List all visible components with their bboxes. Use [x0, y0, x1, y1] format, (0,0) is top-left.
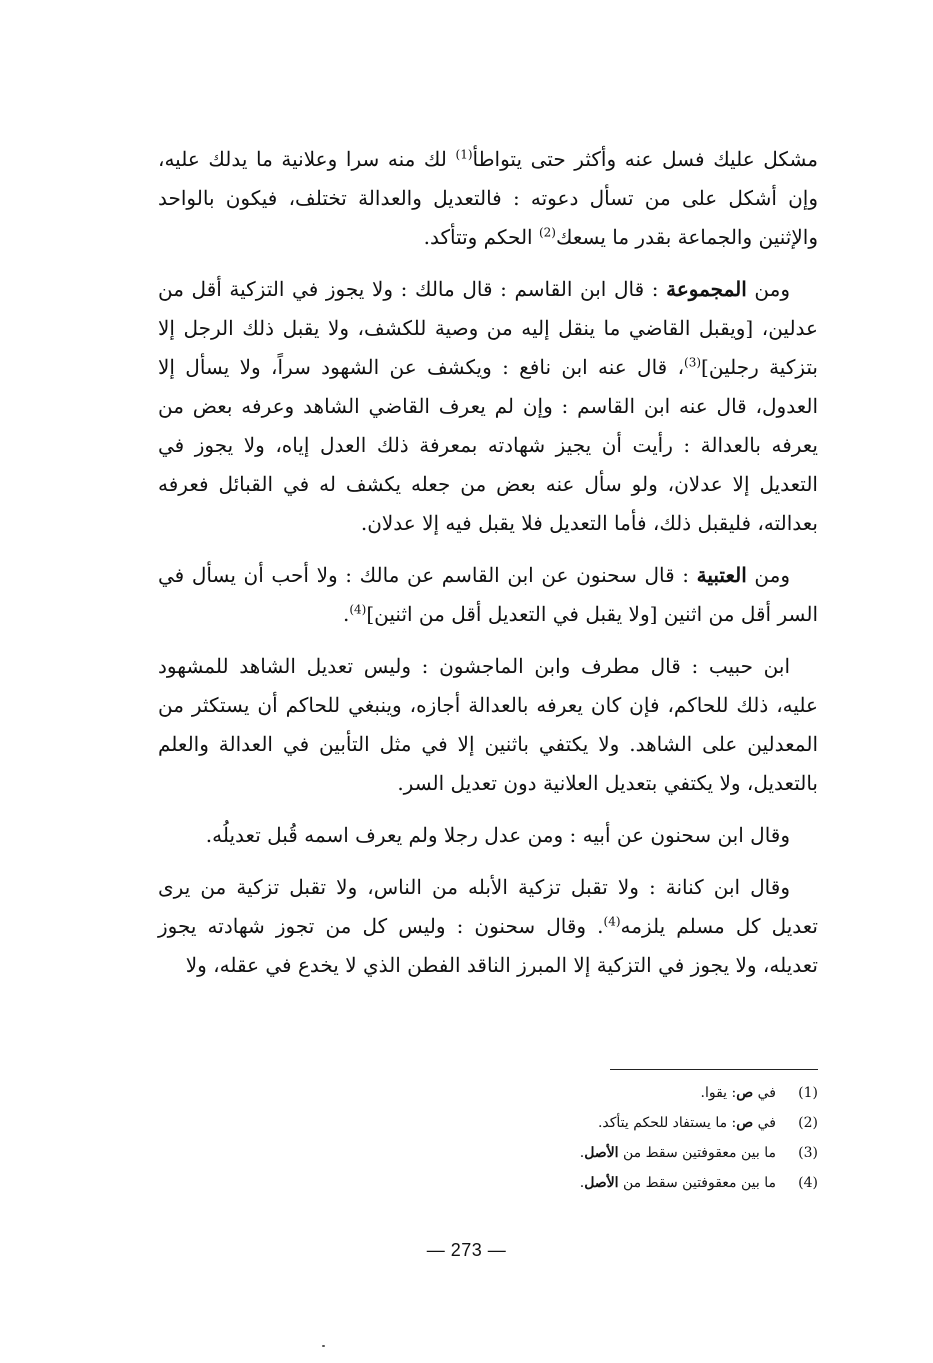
- footnote-reference: (2): [538, 225, 556, 240]
- paragraph: [158, 140, 818, 257]
- footnote-text: [701, 1085, 776, 1101]
- footnote-number: (1): [798, 1085, 818, 1101]
- footnote-number: (3): [798, 1145, 818, 1161]
- text-run: ومن: [746, 277, 791, 301]
- footnote: [420, 1138, 818, 1168]
- text-run: : قال سحنون عن ابن القاسم عن مالك : ولا أحب أن يسأل في السر أقل من اثنين [ولا يقبل في التعديل أقل من اثنين]: [158, 563, 818, 626]
- footnote-reference: (1): [455, 147, 473, 162]
- text-run: لك منه سرا وعلانية ما يدلك عليه، وإن أشكل على من تسأل دعوته : فالتعديل والعدالة تختلف، فيكون بالواحد والإثنين والجماعة بقدر ما يسعك: [158, 147, 818, 249]
- footnote-text: [580, 1175, 776, 1191]
- bold-term: العتبية: [696, 563, 747, 587]
- footnote-reference: (4): [349, 602, 367, 617]
- text-run: ابن حبيب : قال مطرف وابن الماجشون : وليس تعديل الشاهد للمشهود عليه، ذلك للحاكم، فإن كان يعرفه بالعدالة أجازه، وينبغي للحاكم أن يستكثر من المعدلين على الشاهد. ولا يكتفي باثنين إلا في مثل التأبين في العدالة والعلم بالتعديل، ولا يكتفي بتعديل العلانية دون تعديل السر.: [158, 654, 818, 795]
- text-run: وقال ابن سحنون عن أبيه : ومن عدل رجلا ولم يعرف اسمه قُبل تعديلُه.: [205, 823, 790, 847]
- text-run: ما بين معقوفتين سقط من: [618, 1175, 776, 1191]
- text-run: وقال ابن كنانة : ولا تقبل تزكية الأبله من الناس، ولا تقبل تزكية من يرى تعديل كل مسلم يلزمه: [158, 875, 819, 938]
- text-run: : ما يستفاد للحكم يتأكد.: [597, 1115, 737, 1131]
- scan-speck: [322, 1345, 325, 1347]
- footnote-separator: [610, 1069, 818, 1070]
- paragraph: [158, 816, 818, 855]
- bold-term: المجموعة: [666, 277, 747, 301]
- main-text: [158, 140, 818, 998]
- footnote-number: (4): [798, 1175, 818, 1191]
- text-run: : يقوا.: [700, 1085, 737, 1101]
- paragraph: [158, 868, 818, 985]
- text-run: ومن: [746, 563, 791, 587]
- footnote-text: [580, 1145, 776, 1161]
- footnotes: [420, 1078, 818, 1198]
- page-number: — 273 —: [426, 1240, 507, 1260]
- footnote-reference: (4): [603, 914, 621, 929]
- bold-term: ص: [736, 1115, 754, 1131]
- footnote-reference: (3): [684, 355, 702, 370]
- text-run: مشكل عليك فسل عنه وأكثر حتى يتواطأ: [472, 147, 818, 171]
- bold-term: الأصل: [584, 1175, 619, 1191]
- paragraph: [158, 270, 818, 543]
- text-run: الحكم وتتأكد.: [423, 225, 539, 249]
- footnote-number: (2): [798, 1115, 818, 1131]
- bold-term: الأصل: [584, 1145, 619, 1161]
- text-run: .: [579, 1145, 585, 1161]
- text-run: ما بين معقوفتين سقط من: [618, 1145, 776, 1161]
- text-run: : قال ابن القاسم : قال مالك : ولا يجوز في التزكية أقل من عدلين، [ويقبل القاضي ما ينقل إليه من وصية للكشف، ولا يقبل ذلك الرجل إلا بتزكية رجلين]: [158, 277, 818, 379]
- footnote: [420, 1078, 818, 1108]
- text-run: . وقال سحنون : وليس كل من تجوز شهادته يجوز تعديله، ولا يجوز في التزكية إلا المبرز الناقد الفطن الذي لا يخدع في عقله، ولا: [158, 914, 818, 977]
- footnote-text: [598, 1115, 776, 1131]
- text-run: في: [753, 1085, 776, 1101]
- footnote: [420, 1108, 818, 1138]
- text-run: .: [342, 602, 350, 626]
- text-run: ، قال عنه ابن نافع : ويكشف عن الشهود سراً، ولا يسأل إلا العدول، قال عنه ابن القاسم : وإن لم يعرف القاضي الشاهد وعرفه بعض من يعرفه بالعدالة : رأيت أن يجيز شهادته بمعرفة ذلك العدل إياه، ولا يجوز في التعديل إلا عدلان، ولو سأل عنه بعض من جعله يكشف له في القبائل فعرفه بعدالته، فليقبل ذلك، فأما التعديل فلا يقبل فيه إلا عدلان.: [158, 355, 819, 535]
- text-run: في: [753, 1115, 776, 1131]
- bold-term: ص: [736, 1085, 754, 1101]
- text-run: .: [579, 1175, 585, 1191]
- footnote: [420, 1168, 818, 1198]
- paragraph: [158, 556, 818, 634]
- paragraph: [158, 647, 818, 803]
